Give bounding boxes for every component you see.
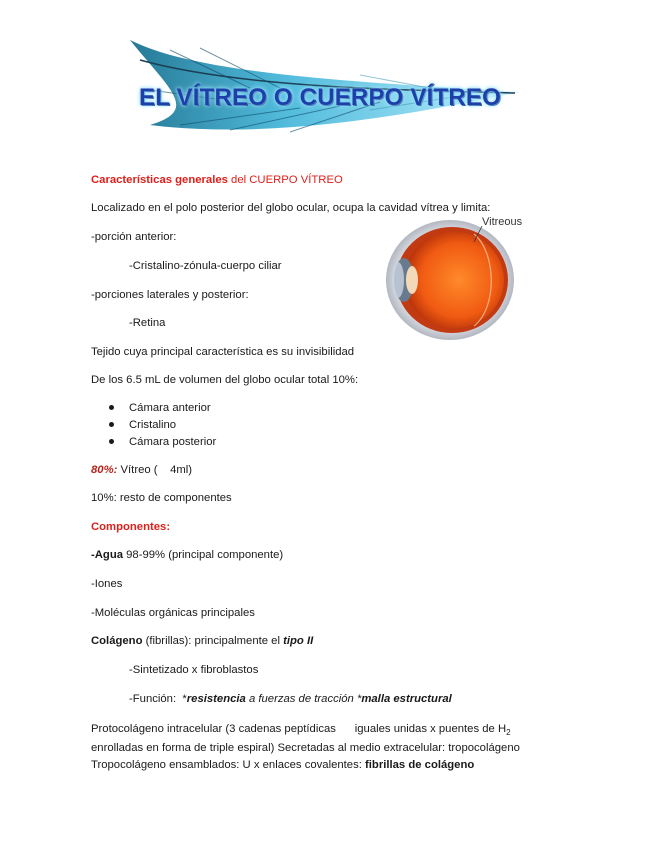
anterior-detail: -Cristalino-zónula-cuerpo ciliar	[129, 260, 282, 272]
location-text: Localizado en el polo posterior del globo ocular, ocupa la cavidad vítrea y limita:	[91, 202, 491, 214]
general-heading-rest: del CUERPO VÍTREO	[231, 174, 343, 186]
eye-cross-section	[378, 212, 528, 342]
pct10-text: 10%: resto de componentes	[91, 492, 232, 504]
water-text: 98-99% (principal componente)	[123, 549, 284, 561]
function-traction: a fuerzas de tracción *	[245, 693, 362, 705]
water-label: -Agua	[91, 549, 124, 561]
collagen-line	[91, 634, 313, 648]
bullet-dot	[109, 405, 114, 410]
tropocollagen-text: Tropocolágeno ensamblados: U x enlaces covalentes:	[91, 759, 366, 771]
function-mesh: malla estructural	[361, 693, 452, 705]
hydrogen-subscript: 2	[506, 728, 511, 737]
organic-text: -Moléculas orgánicas principales	[91, 607, 255, 619]
bullet-dot	[109, 439, 114, 444]
pct80-line	[91, 463, 192, 477]
vitreous-label: Vitreous	[482, 216, 523, 228]
components-heading: Componentes:	[91, 521, 171, 533]
synth-text: -Sintetizado x fibroblastos	[129, 664, 259, 676]
protocollagen-line-1	[91, 722, 511, 740]
lateral-detail: -Retina	[129, 317, 166, 329]
anterior-text: -porción anterior:	[91, 231, 177, 243]
eye-illustration	[378, 212, 528, 342]
collagen-text: (fibrillas): principalmente el	[142, 635, 284, 647]
tropocollagen-line	[91, 758, 474, 772]
list-item: Cámara anterior	[129, 402, 211, 414]
protocollagen-line-2: enrolladas en forma de triple espiral) Secretadas al medio extracelular: tropocolágeno	[91, 742, 520, 754]
document-title: EL VÍTREO O CUERPO VÍTREO	[139, 84, 501, 111]
invisibility-text: Tejido cuya principal característica es su invisibilidad	[91, 346, 355, 358]
general-heading	[91, 173, 343, 187]
volume-text: De los 6.5 mL de volumen del globo ocular total 10%:	[91, 374, 359, 386]
collagen-type: tipo II	[283, 635, 314, 647]
list-item: Cristalino	[129, 419, 177, 431]
water-line	[91, 548, 283, 562]
general-heading-bold: Características generales	[91, 174, 228, 186]
function-label: -Función: *	[129, 693, 187, 705]
fibrils-label: fibrillas de colágeno	[365, 759, 475, 771]
bullet-dot	[109, 422, 114, 427]
pct80-text: Vítreo ( 4ml)	[117, 464, 193, 476]
protocollagen-text: Protocolágeno intracelular (3 cadenas peptídicas iguales unidas x puentes de H	[91, 723, 507, 735]
lateral-text: -porciones laterales y posterior:	[91, 289, 249, 301]
function-line	[129, 692, 452, 706]
collagen-label: Colágeno	[91, 635, 143, 647]
pct80-label: 80%:	[91, 464, 118, 476]
function-resistance: resistencia	[186, 693, 246, 705]
title-banner	[110, 30, 530, 155]
list-item: Cámara posterior	[129, 436, 217, 448]
ions-text: -Iones	[91, 578, 123, 590]
